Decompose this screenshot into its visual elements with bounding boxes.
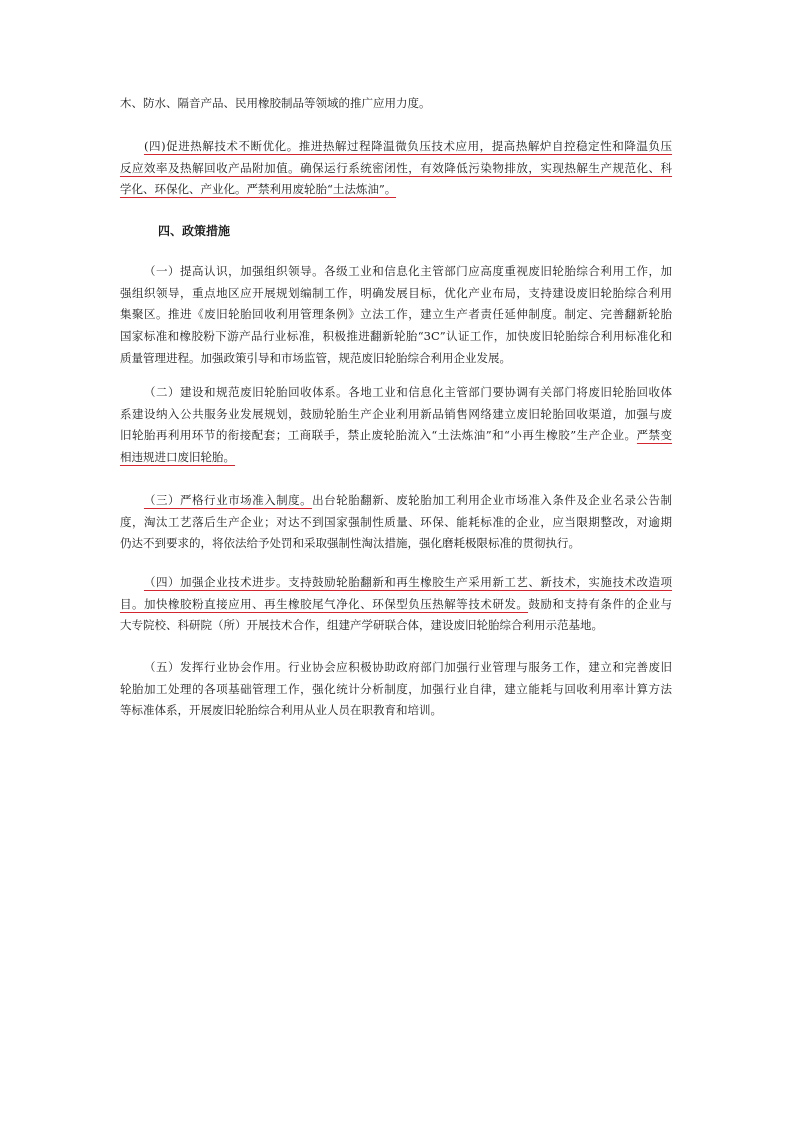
paragraph-measure-2	[120, 382, 672, 469]
text-segment: （一）提高认识，加强组织领导。各级工业和信息化主管部门应高度重视废旧轮胎综合利用工作，加	[144, 264, 672, 278]
paragraph-line	[144, 382, 672, 404]
underlined-segment: （三）严格行业市场准入制度。	[144, 493, 313, 507]
paragraph-line	[144, 490, 672, 512]
paragraph-line	[144, 572, 672, 594]
text-segment: 度，淘汰工艺落后生产企业；对达不到国家强制性质量、环保、能耗标准的企业，应当限期整改，对逾期	[120, 514, 672, 529]
underlined-segment: 目。加快橡胶粉直接应用、再生橡胶尾气净化、环保型负压热解等技术研发。	[120, 596, 529, 611]
text-segment: 出台轮胎翻新、废轮胎加工利用企业市场准入条件及企业名录公告制	[312, 493, 672, 507]
paragraph-line	[120, 533, 672, 555]
paragraph-line	[120, 700, 672, 722]
paragraph-line	[120, 179, 672, 201]
paragraph-continuation	[120, 93, 672, 115]
paragraph-line	[144, 657, 672, 679]
paragraph-line	[120, 304, 672, 326]
underlined-segment: (四)促进热解技术不断优化。推进热解过程降温微负压技术应用，提高热解炉自控稳定性和降温负压	[144, 139, 672, 153]
paragraph-line	[120, 512, 672, 534]
paragraph-line	[120, 594, 672, 616]
paragraph-line	[120, 404, 672, 426]
paragraph-line	[120, 158, 672, 180]
underlined-segment: 反应效率及热解回收产品附加值。确保运行系统密闭性，有效降低污染物排放，实现热解生产规范化、科	[120, 160, 672, 175]
underlined-segment: （四）加强企业技术进步。支持鼓励轮胎翻新和再生橡胶生产采用新工艺、新技术，实施技术改造项	[144, 575, 672, 589]
paragraph-line	[120, 348, 672, 370]
underlined-segment: 学化、环保化、产业化。严禁利用废轮胎“土法炼油”。	[120, 182, 397, 197]
text-segment: 系建设纳入公共服务业发展规划，鼓励轮胎生产企业利用新品销售网络建立废旧轮胎回收渠道，加强与废	[120, 406, 672, 421]
text-segment: 集聚区。推进《废旧轮胎回收利用管理条例》立法工作，建立生产者责任延伸制度。制定、完善翻新轮胎	[120, 307, 672, 322]
paragraph-measure-3	[120, 490, 672, 555]
paragraph-measure-1	[120, 261, 672, 369]
paragraph-line	[144, 136, 672, 158]
paragraph-line	[120, 447, 672, 469]
text-segment: 鼓励和支持有条件的企业与	[528, 596, 672, 611]
text-segment: 轮胎加工处理的各项基础管理工作，强化统计分析制度，加强行业自律，建立能耗与回收利用率计算方法	[120, 681, 672, 696]
paragraph-measure-4	[120, 572, 672, 637]
paragraph-line	[144, 261, 672, 283]
text-segment: 大专院校、科研院（所）开展技术合作，组建产学研联合体，建设废旧轮胎综合利用示范基地。	[120, 618, 603, 633]
underlined-segment: 严禁变	[636, 428, 672, 443]
paragraph-line	[120, 283, 672, 305]
underlined-segment: 相违规进口废旧轮胎。	[120, 450, 235, 465]
text-segment: 木、防水、隔音产品、民用橡胶制品等领域的推广应用力度。	[120, 96, 431, 110]
text-segment: 国家标准和橡胶粉下游产品行业标准，积极推进翻新轮胎“3C”认证工作，加快废旧轮胎综合利用标准化和	[120, 329, 672, 344]
section-heading: 四、政策措施	[158, 224, 231, 238]
paragraph-pyrolysis-optimization	[120, 136, 672, 201]
paragraph-line	[120, 425, 672, 447]
text-segment: 等标准体系，开展废旧轮胎综合利用从业人员在职教育和培训。	[120, 703, 442, 718]
text-segment: 强组织领导，重点地区应开展规划编制工作，明确发展目标，优化产业布局，支持建设废旧轮胎综合利用	[120, 285, 672, 300]
paragraph-line	[120, 93, 672, 115]
paragraph-line	[120, 326, 672, 348]
paragraph-line	[120, 615, 672, 637]
text-segment: 旧轮胎再利用环节的衔接配套；工商联手，禁止废轮胎流入“土法炼油”和“小再生橡胶”生产企业。	[120, 428, 637, 443]
paragraph-line	[120, 679, 672, 701]
text-segment: 仍达不到要求的，将依法给予处罚和采取强制性淘汰措施，强化磨耗极限标准的贯彻执行。	[120, 536, 580, 551]
text-segment: （二）建设和规范废旧轮胎回收体系。各地工业和信息化主管部门要协调有关部门将废旧轮胎回收体	[144, 385, 672, 399]
paragraph-measure-5	[120, 657, 672, 722]
text-segment: （五）发挥行业协会作用。行业协会应积极协助政府部门加强行业管理与服务工作，建立和完善废旧	[144, 660, 672, 674]
text-segment: 质量管理进程。加强政策引导和市场监管，规范废旧轮胎综合利用企业发展。	[120, 350, 511, 365]
